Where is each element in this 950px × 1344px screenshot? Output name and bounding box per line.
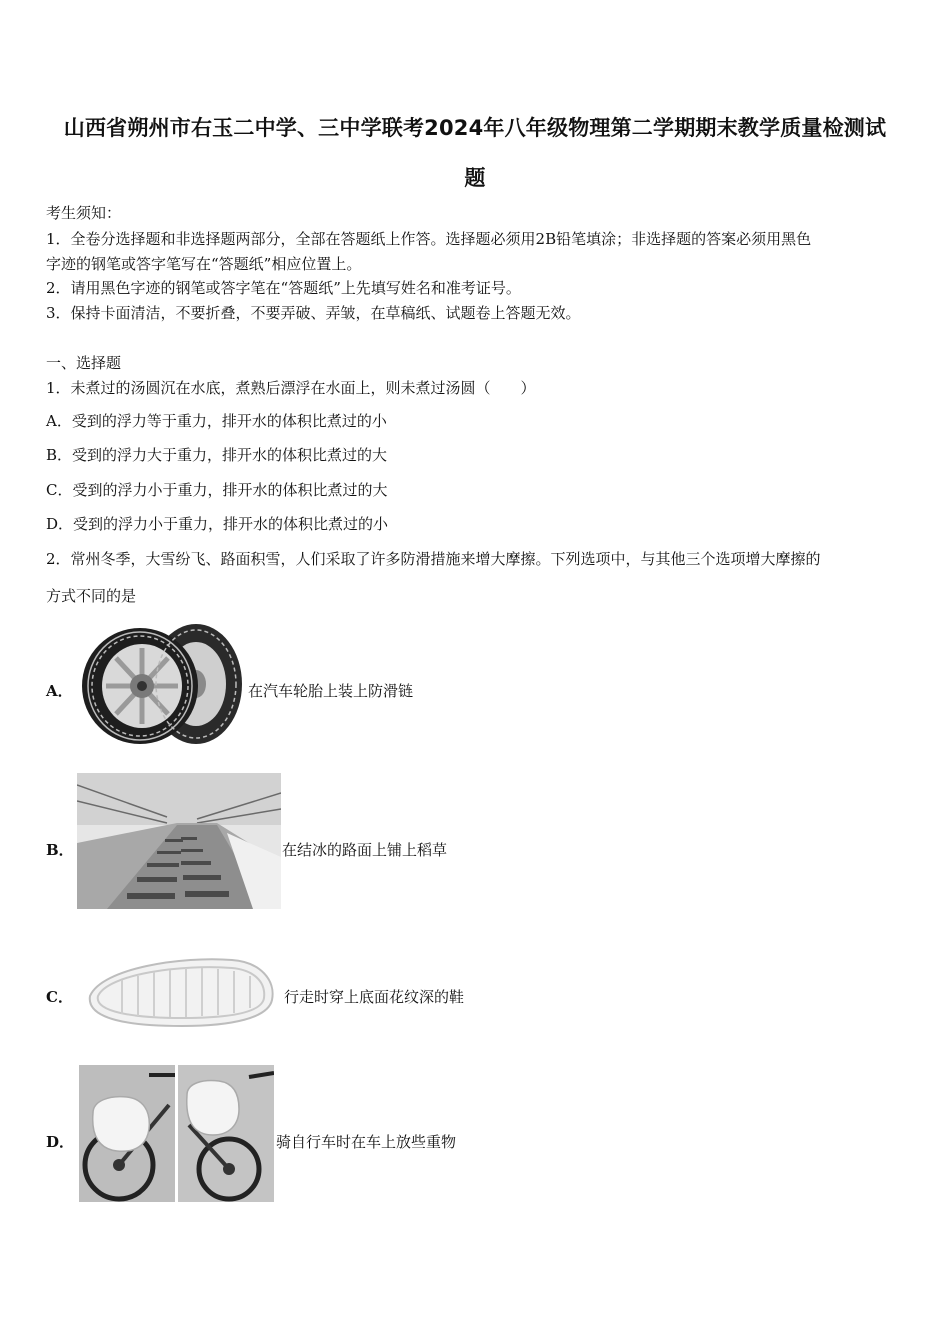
section-heading: 一、选择题 xyxy=(46,354,122,372)
notice-item-1-cont: 字迹的钢笔或答字笔写在“答题纸”相应位置上。 xyxy=(46,255,362,273)
q1-option-d: D．受到的浮力小于重力，排开水的体积比煮过的小 xyxy=(46,515,389,533)
q2-option-b-text: 在结冰的路面上铺上稻草 xyxy=(282,841,448,859)
q2-option-a-letter: A． xyxy=(46,682,73,700)
notice-item-2: 2．请用黑色字迹的钢笔或答字笔在“答题纸”上先填写姓名和准考证号。 xyxy=(46,279,521,297)
q1-option-a: A．受到的浮力等于重力，排开水的体积比煮过的小 xyxy=(46,412,387,430)
shoe-sole-photo xyxy=(82,950,278,1030)
exam-title-line1: 山西省朔州市右玉二中学、三中学联考2024年八年级物理第二学期期末教学质量检测试 xyxy=(63,116,887,140)
q2-option-d-text: 骑自行车时在车上放些重物 xyxy=(276,1133,457,1151)
exam-title-line2: 题 xyxy=(464,166,486,190)
notice-heading: 考生须知： xyxy=(46,204,122,222)
q2-stem-line2: 方式不同的是 xyxy=(46,587,137,605)
q2-option-a-text: 在汽车轮胎上装上防滑链 xyxy=(248,682,414,700)
q1-stem: 1．未煮过的汤圆沉在水底，煮熟后漂浮在水面上，则未煮过汤圆（ ） xyxy=(46,379,536,397)
notice-item-3: 3．保持卡面清洁，不要折叠，不要弄破、弄皱，在草稿纸、试题卷上答题无效。 xyxy=(46,304,581,322)
q2-option-d-letter: D． xyxy=(46,1133,75,1151)
straw-road-photo xyxy=(77,773,281,909)
q2-option-c-letter: C． xyxy=(46,988,73,1006)
q1-option-b: B．受到的浮力大于重力，排开水的体积比煮过的大 xyxy=(46,446,388,464)
bicycle-bags-photo xyxy=(79,1065,274,1202)
q1-option-c: C．受到的浮力小于重力，排开水的体积比煮过的大 xyxy=(46,481,388,499)
tire-chains-photo xyxy=(78,622,244,746)
q2-option-c-text: 行走时穿上底面花纹深的鞋 xyxy=(284,988,465,1006)
notice-item-1: 1．全卷分选择题和非选择题两部分，全部在答题纸上作答。选择题必须用2B铅笔填涂；非选择题的答案必须用黑色 xyxy=(46,230,812,248)
q2-option-b-letter: B． xyxy=(46,841,74,859)
q2-stem-line1: 2．常州冬季，大雪纷飞、路面积雪，人们采取了许多防滑措施来增大摩擦。下列选项中，与其他三个选项增大摩擦的 xyxy=(46,550,821,568)
